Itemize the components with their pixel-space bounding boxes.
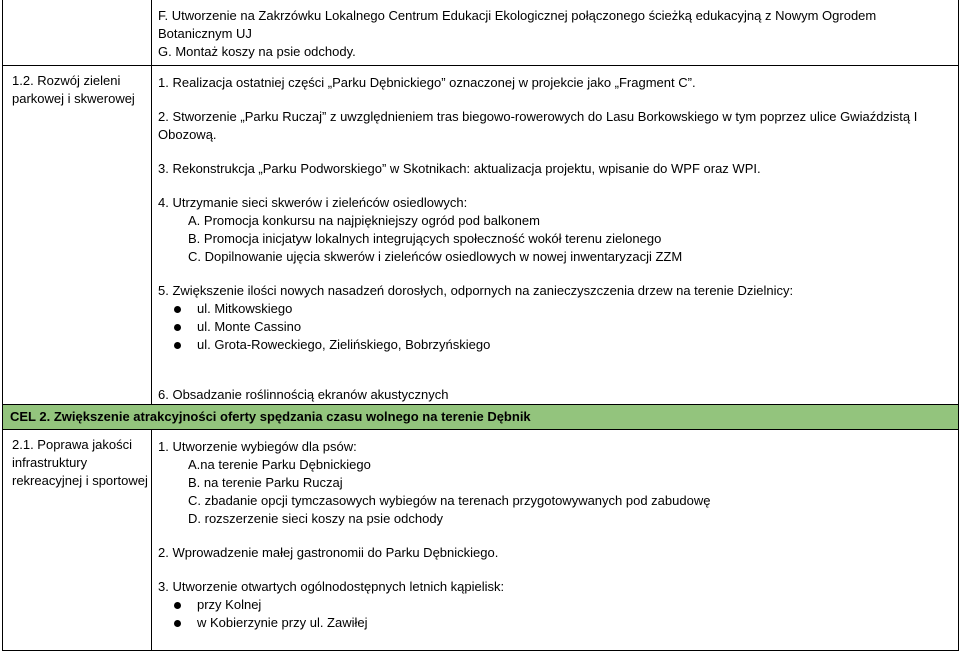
bullet-item [152,336,958,354]
bullet-icon [174,620,181,627]
bullet-icon [174,306,181,313]
list-item: 2. Wprowadzenie małej gastronomii do Parku Dębnickiego. [158,545,499,560]
content-cell [152,0,959,66]
sub-item: D. rozszerzenie sieci koszy na psie odchody [188,511,444,526]
plan-table [2,0,959,651]
list-item: 2. Stworzenie „Parku Ruczaj” z uwzględnieniem tras biegowo-rowerowych do Lasu Borkowskiego w tym poprzez ulice Gwiaździstą I Obozową. [158,109,918,142]
sub-item: A.na terenie Parku Dębnickiego [188,457,371,472]
bullet-item [152,318,958,336]
text-line: G. Montaż koszy na psie odchody. [158,44,356,59]
text-line: Botanicznym UJ [158,26,252,41]
bullet-icon [174,602,181,609]
list-item: 4. Utrzymanie sieci skwerów i zieleńców osiedlowych: [158,195,468,210]
bullet-item [152,614,958,632]
goal-heading: CEL 2. Zwiększenie atrakcyjności oferty spędzania czasu wolnego na terenie Dębnik [3,405,959,430]
sub-item: A. Promocja konkursu na najpiękniejszy ogród pod balkonem [188,213,540,228]
table-row [3,66,959,405]
sub-item: C. zbadanie opcji tymczasowych wybiegów na terenach przygotowywanych pod zabudowę [188,493,711,508]
table-row [3,430,959,651]
content-cell [152,430,959,651]
sub-item: C. Dopilnowanie ujęcia skwerów i zieleńców osiedlowych w nowej inwentaryzacji ZZM [188,249,683,264]
bullet-text: ul. Mitkowskiego [197,301,293,316]
bullet-text: ul. Monte Cassino [197,319,302,334]
table-row [3,0,959,66]
section-label: 2.1. Poprawa jakości infrastruktury rekreacyjnej i sportowej [12,437,148,488]
list-item: 1. Utworzenie wybiegów dla psów: [158,439,357,454]
bullet-icon [174,324,181,331]
table-row [3,405,959,430]
label-cell [3,430,152,651]
bullet-text: przy Kolnej [197,597,262,612]
bullet-item [152,300,958,318]
bullet-icon [174,342,181,349]
section-label: 1.2. Rozwój zieleni parkowej i skwerowej [12,73,135,106]
label-cell [3,66,152,405]
empty-label-cell [3,0,152,66]
content-cell [152,66,959,405]
text-line: F. Utworzenie na Zakrzówku Lokalnego Centrum Edukacji Ekologicznej połączonego ścieżką edukacyjną z Nowym Ogrodem [158,8,877,23]
list-item: 3. Utworzenie otwartych ogólnodostępnych letnich kąpielisk: [158,579,505,594]
list-item: 5. Zwiększenie ilości nowych nasadzeń dorosłych, odpornych na zanieczyszczenia drzew na terenie Dzielnicy: [158,283,794,298]
list-item: 3. Rekonstrukcja „Parku Podworskiego” w Skotnikach: aktualizacja projektu, wpisanie do WPF oraz WPI. [158,161,761,176]
sub-item: B. na terenie Parku Ruczaj [188,475,343,490]
bullet-item [152,596,958,614]
sub-item: B. Promocja inicjatyw lokalnych integrujących społeczność wokół terenu zielonego [188,231,662,246]
list-item: 6. Obsadzanie roślinnością ekranów akustycznych [158,387,449,402]
bullet-text: w Kobierzynie przy ul. Zawiłej [197,615,368,630]
bullet-text: ul. Grota-Roweckiego, Zielińskiego, Bobrzyńskiego [197,337,491,352]
list-item: 1. Realizacja ostatniej części „Parku Dębnickiego” oznaczonej w projekcie jako „Fragment C”. [158,75,696,90]
